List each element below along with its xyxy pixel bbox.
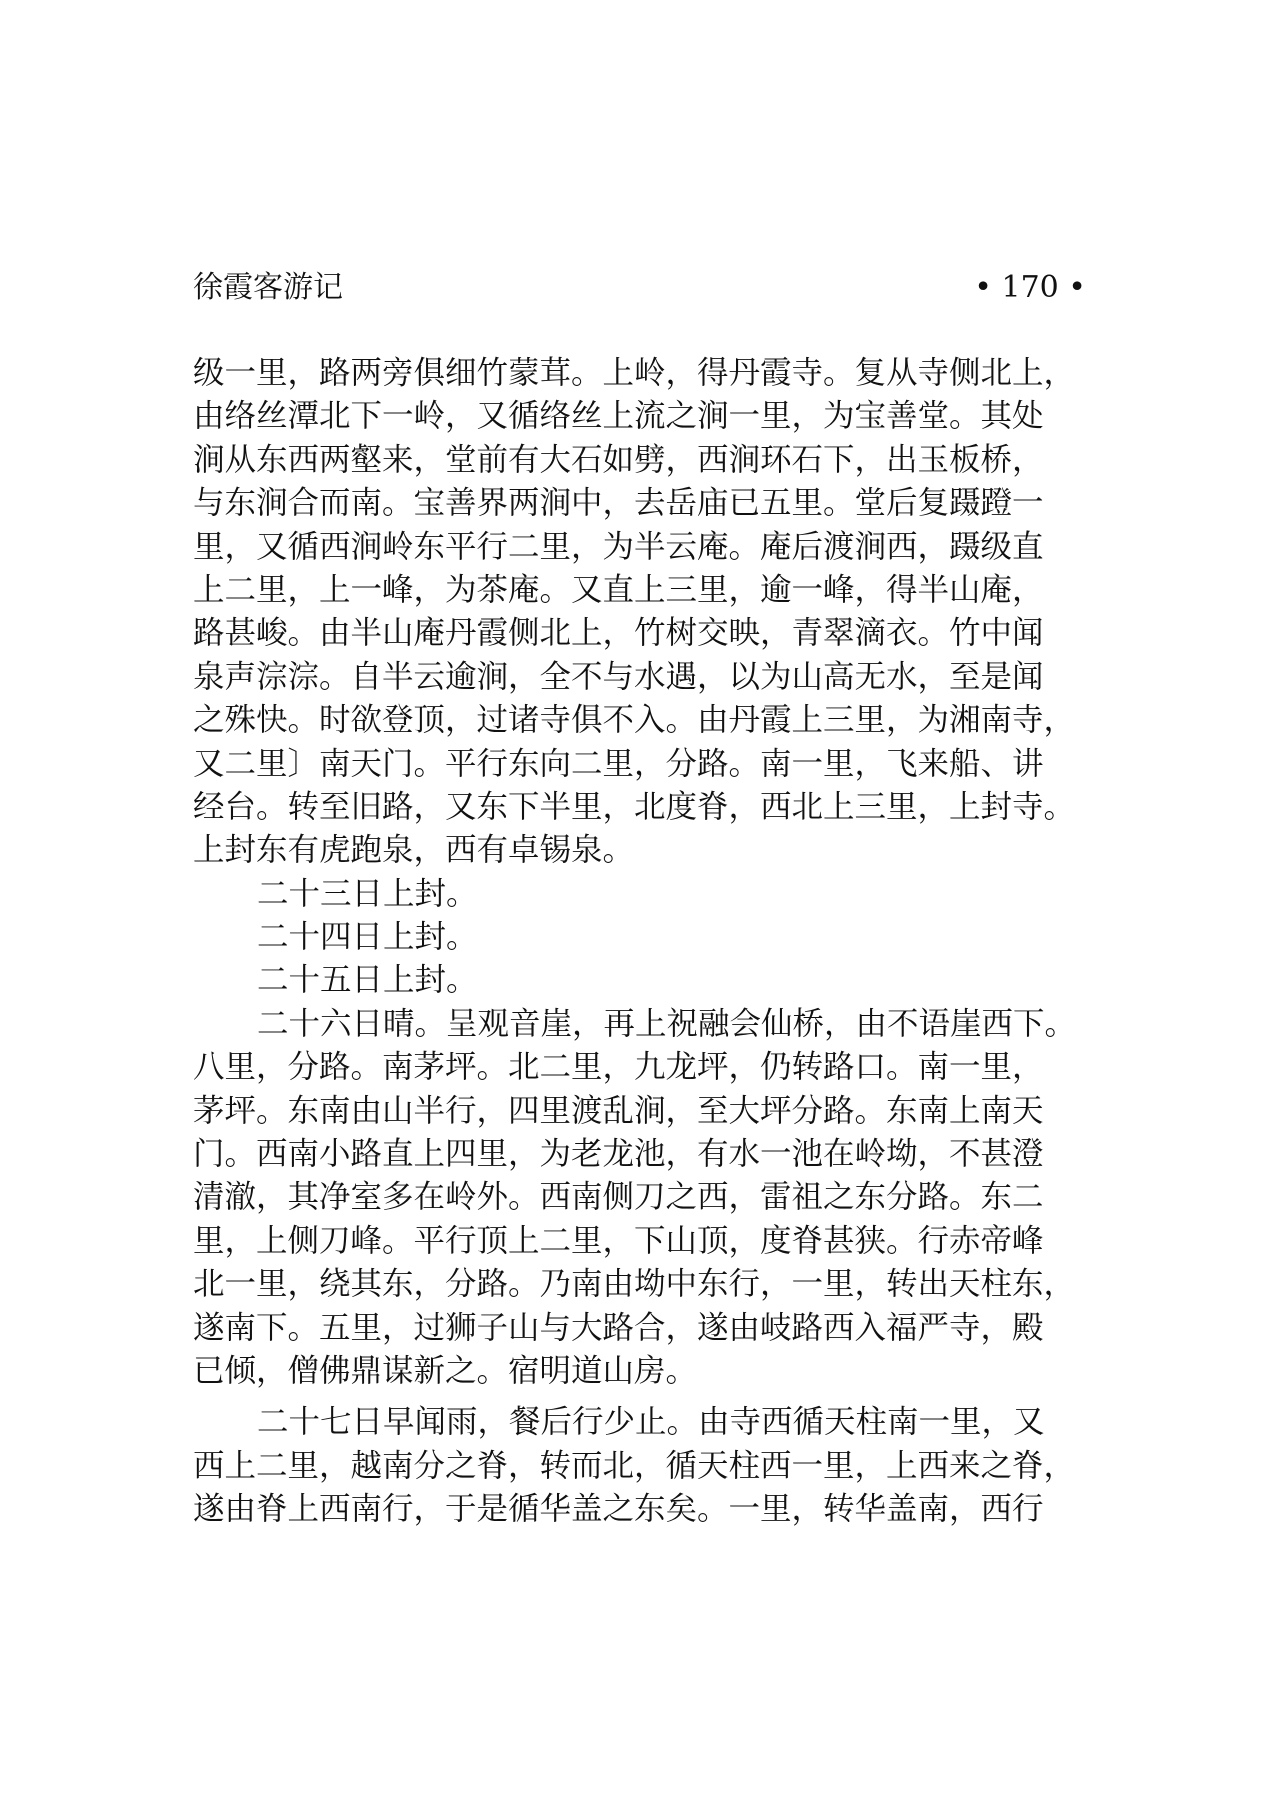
paragraph bbox=[193, 916, 1093, 959]
text-line: 二十三日上封。 bbox=[257, 875, 478, 912]
text-line: 八里，分路。南茅坪。北二里，九龙坪，仍转路口。南一里， bbox=[193, 1049, 1044, 1086]
text-line: 上二里，上一峰，为茶庵。又直上三里，逾一峰，得半山庵， bbox=[193, 571, 1044, 608]
text-line: 由络丝潭北下一岭，又循络丝上流之涧一里，为宝善堂。其处 bbox=[193, 398, 1044, 435]
page-number: • 170 • bbox=[974, 270, 1086, 305]
paragraph bbox=[193, 873, 1093, 916]
text-line: 二十七日早闻雨，餐后行少止。由寺西循天柱南一里，又 bbox=[257, 1404, 1045, 1441]
text-line: 里，又循西涧岭东平行二里，为半云庵。庵后渡涧西，蹑级直 bbox=[193, 528, 1044, 565]
text-line: 清澈，其净室多在岭外。西南侧刀之西，雷祖之东分路。东二 bbox=[193, 1179, 1044, 1216]
text-line: 西上二里，越南分之脊，转而北，循天柱西一里，上西来之脊， bbox=[193, 1447, 1076, 1484]
text-line: 里，上侧刀峰。平行顶上二里，下山顶，度脊甚狭。行赤帝峰 bbox=[193, 1222, 1044, 1259]
text-line: 与东涧合而南。宝善界两涧中，去岳庙已五里。堂后复蹑蹬一 bbox=[193, 485, 1044, 522]
paragraph bbox=[193, 959, 1093, 1002]
text-line: 上封东有虎跑泉，西有卓锡泉。 bbox=[193, 832, 635, 869]
paragraph bbox=[193, 352, 1093, 873]
text-line: 之殊快。时欲登顶，过诸寺俱不入。由丹霞上三里，为湘南寺， bbox=[193, 702, 1076, 739]
paragraph bbox=[193, 1401, 1093, 1531]
text-line: 二十六日晴。呈观音崖，再上祝融会仙桥，由不语崖西下。 bbox=[257, 1005, 1077, 1042]
body-text bbox=[193, 352, 1093, 1532]
text-line: 二十四日上封。 bbox=[257, 919, 478, 956]
text-line: 泉声淙淙。自半云逾涧，全不与水遇，以为山高无水，至是闻 bbox=[193, 658, 1044, 695]
text-line: 路甚峻。由半山庵丹霞侧北上，竹树交映，青翠滴衣。竹中闻 bbox=[193, 615, 1044, 652]
running-header bbox=[193, 268, 1086, 308]
text-line: 级一里，路两旁俱细竹蒙茸。上岭，得丹霞寺。复从寺侧北上， bbox=[193, 355, 1076, 391]
book-title: 徐霞客游记 bbox=[193, 270, 343, 305]
text-line: 遂由脊上西南行，于是循华盖之东矣。一里，转华盖南，西行 bbox=[193, 1491, 1044, 1528]
text-line: 北一里，绕其东，分路。乃南由坳中东行，一里，转出天柱东， bbox=[193, 1266, 1076, 1303]
text-line: 遂南下。五里，过狮子山与大路合，遂由岐路西入福严寺，殿 bbox=[193, 1309, 1044, 1346]
text-line: 茅坪。东南由山半行，四里渡乱涧，至大坪分路。东南上南天 bbox=[193, 1092, 1044, 1129]
text-line: 又二里〕南天门。平行东向二里，分路。南一里，飞来船、讲 bbox=[193, 745, 1044, 782]
paragraph bbox=[193, 1003, 1093, 1394]
text-line: 经台。转至旧路，又东下半里，北度脊，西北上三里，上封寺。 bbox=[193, 788, 1076, 825]
text-line: 涧从东西两壑来，堂前有大石如劈，西涧环石下，出玉板桥， bbox=[193, 441, 1044, 478]
text-line: 二十五日上封。 bbox=[257, 962, 478, 999]
text-line: 门。西南小路直上四里，为老龙池，有水一池在岭坳，不甚澄 bbox=[193, 1136, 1044, 1173]
text-line: 已倾，僧佛鼎谋新之。宿明道山房。 bbox=[193, 1352, 698, 1389]
